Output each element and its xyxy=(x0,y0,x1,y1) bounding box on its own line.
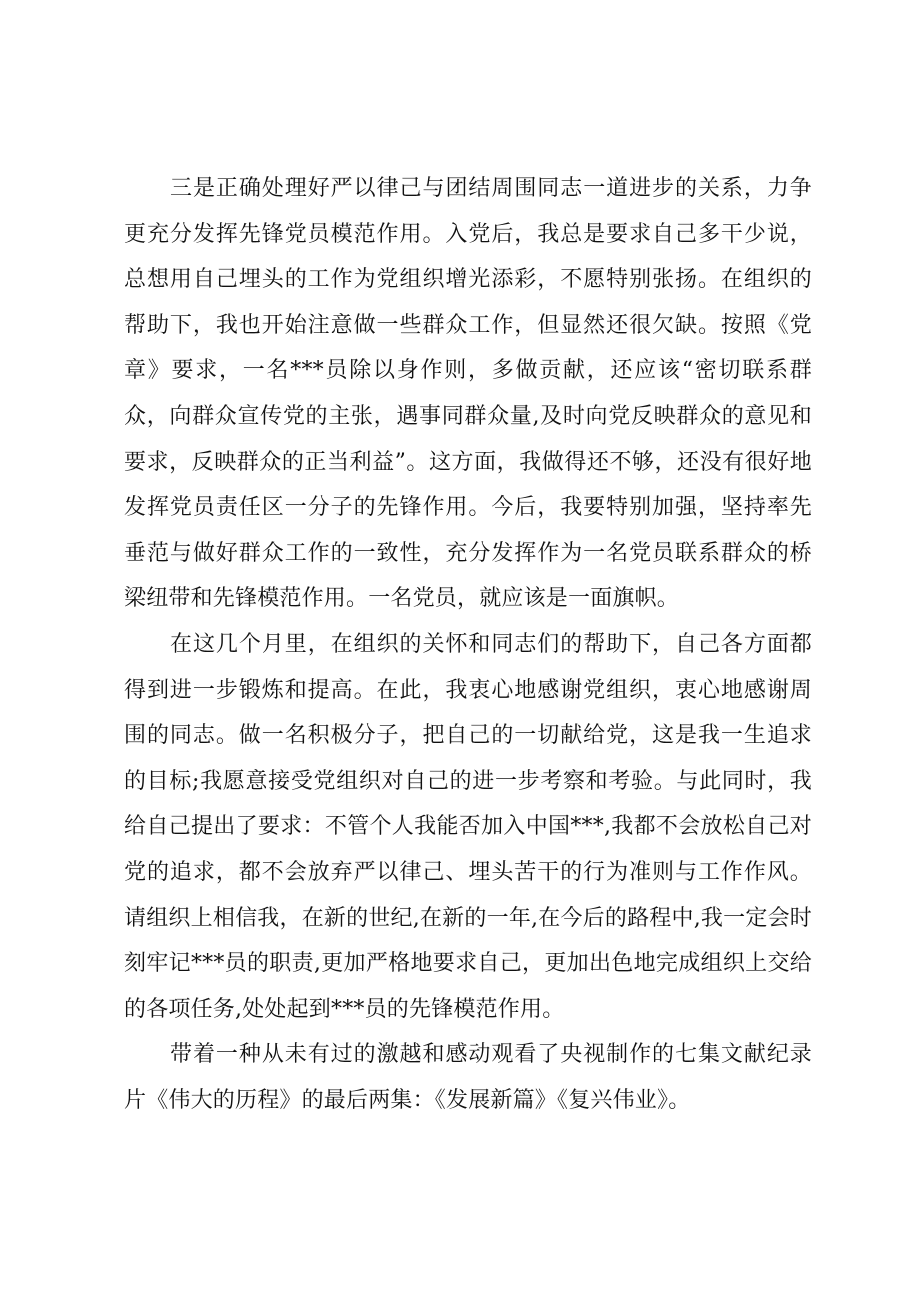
document-body xyxy=(124,166,812,1123)
paragraph-3: 带着一种从未有过的激越和感动观看了央视制作的七集文献纪录片《伟大的历程》的最后两集：《发展新篇》《复兴伟业》。 xyxy=(124,1042,812,1113)
paragraph-1: 三是正确处理好严以律己与团结周围同志一道进步的关系，力争更充分发挥先锋党员模范作用。入党后，我总是要求自己多干少说，总想用自己埋头的工作为党组织增光添彩，不愿特别张扬。在组织的帮助下，我也开始注意做一些群众工作，但显然还很欠缺。按照《党章》要求，一名***员除以身作则，多做贡献，还应该“密切联系群众，向群众宣传党的主张，遇事同群众量,及时向党反映群众的意见和要求，反映群众的正当利益”。这方面，我做得还不够，还没有很好地发挥党员责任区一分子的先锋作用。今后，我要特别加强，坚持率先垂范与做好群众工作的一致性，充分发挥作为一名党员联系群众的桥梁纽带和先锋模范作用。一名党员，就应该是一面旗帜。 xyxy=(124,176,812,612)
paragraph-2: 在这几个月里，在组织的关怀和同志们的帮助下，自己各方面都得到进一步锻炼和提高。在此，我衷心地感谢党组织，衷心地感谢周围的同志。做一名积极分子，把自己的一切献给党，这是我一生追求的目标;我愿意接受党组织对自己的进一步考察和考验。与此同时，我给自己提出了要求：不管个人我能否加入中国***,我都不会放松自己对党的追求，都不会放弃严以律己、埋头苦干的行为准则与工作作风。请组织上相信我，在新的世纪,在新的一年,在今后的路程中,我一定会时刻牢记***员的职责,更加严格地要求自己，更加出色地完成组织上交给的各项任务,处处起到***员的先锋模范作用。 xyxy=(124,631,812,1022)
